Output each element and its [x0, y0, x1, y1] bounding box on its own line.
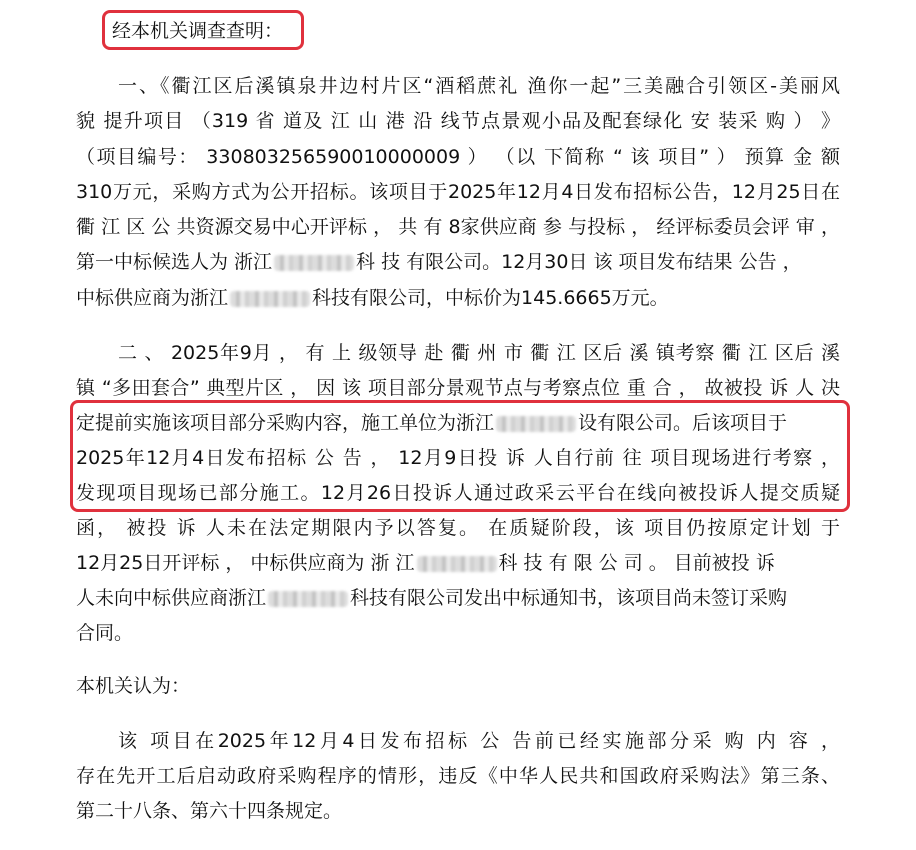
para2-line-7	[76, 548, 840, 578]
para3-line-3: 第二十八条、第六十四条规定。	[76, 800, 343, 822]
para2-line-8-part-2: 科技有限公司发出中标通知书，该项目尚未签订采购	[350, 587, 788, 609]
para1-line-4: 310万元，采购方式为公开招标。该项目于2025年12月4日发布招标公告，12月25日在	[76, 181, 840, 203]
para1-line-6	[76, 247, 840, 277]
para2-line-4: 2025年12月4日发布招标 公 告 ， 12月9日投 诉 人自行前 往 项目现场进行考察 ，	[76, 447, 840, 469]
para2-line-7-part-1: 12月25日开评标 ， 中标供应商为 浙 江	[76, 552, 415, 574]
para3-line-2: 存在先开工后启动政府采购程序的情形，违反《中华人民共和国政府采购法》第三条、	[76, 765, 840, 787]
para3-line-1: 该 项目在2025年12月4日发布招标 公 告前已经实施部分采 购 内 容 ，	[118, 730, 840, 752]
para2-line-7-part-2: 科 技 有 限 公 司 。 目前被投 诉	[498, 552, 775, 574]
para1-line-5: 衢 江 区 公 共资源交易中心开评标 ， 共 有 8家供应商 参 与投标 ， 经评标委员会评 审 ，	[76, 216, 840, 238]
para2-line-3-part-1: 定提前实施该项目部分采购内容，施工单位为浙江	[76, 412, 495, 434]
para2-line-9: 合同。	[76, 622, 134, 644]
para1-line-7	[76, 283, 840, 313]
para2-line-5: 发现项目现场已部分施工。12月26日投诉人通过政采云平台在线向被投诉人提交质疑	[76, 482, 840, 504]
redaction-blur	[268, 591, 348, 607]
heading: 经本机关调查查明：	[112, 20, 284, 42]
para1-line-6-part-2: 科 技 有限公司。12月30日 该 项目发布结果 公告 ，	[356, 251, 802, 273]
para1-line-7-part-1: 中标供应商为浙江	[76, 287, 229, 309]
para1-line-7-part-2: 科技有限公司，中标价为145.6665万元。	[312, 287, 669, 309]
redaction-blur	[417, 556, 497, 572]
para1-line-1: 一、《衢江区后溪镇泉井边村片区“酒稻蔗礼 渔你一起”三美融合引领区-美丽风	[118, 75, 840, 97]
para2-line-3-part-2: 设有限公司。后该项目于	[578, 412, 788, 434]
redaction-blur	[496, 416, 576, 432]
redaction-blur	[274, 255, 354, 271]
para2-line-2: 镇 “多田套合” 典型片区 ， 因 该 项目部分景观节点与考察点位 重 合 ， 故被投 诉 人 决	[76, 377, 840, 399]
para1-line-6-part-1: 第一中标候选人为 浙江	[76, 251, 273, 273]
redaction-blur	[230, 291, 310, 307]
para2-line-6: 函， 被投 诉 人未在法定期限内予以答复。 在质疑阶段，该 项目仍按原定计划 于	[76, 517, 840, 539]
para1-line-2: 貌 提升项目 （319 省 道及 江 山 港 沿 线节点景观小品及配套绿化 安 装采 购 ） 》	[76, 110, 840, 132]
para3-heading: 本机关认为：	[76, 675, 191, 697]
para2-line-8	[76, 583, 840, 613]
para2-line-8-part-1: 人未向中标供应商浙江	[76, 587, 267, 609]
para2-line-3	[76, 408, 840, 438]
para2-line-1: 二 、 2025年9月 ， 有 上 级领导 赴 衢 州 市 衢 江 区后 溪 镇考察 衢 江 区后 溪	[118, 342, 840, 364]
para1-line-3: （项目编号： 330803256590010000009 ） （以 下简称 “ 该 项目” ） 预算 金 额	[76, 146, 840, 168]
